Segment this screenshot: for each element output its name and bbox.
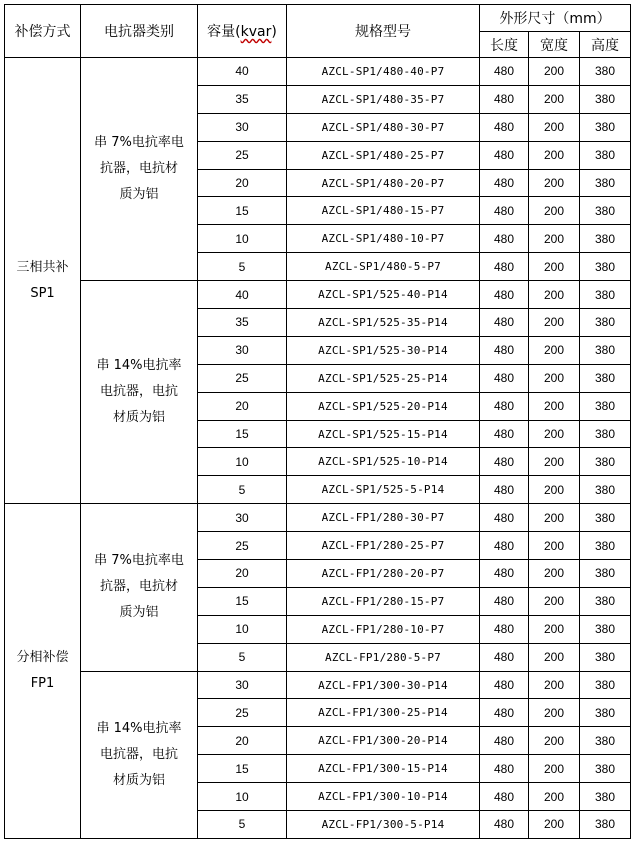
width-cell: 200 bbox=[529, 420, 580, 448]
reactor-type-line-3: 材质为铝 bbox=[112, 772, 165, 788]
height-cell: 380 bbox=[580, 587, 631, 615]
model-cell: AZCL-SP1/480-40-P7 bbox=[287, 58, 480, 86]
height-cell: 380 bbox=[580, 671, 631, 699]
length-cell: 480 bbox=[480, 85, 529, 113]
capacity-cell: 10 bbox=[198, 615, 287, 643]
mode-cell bbox=[5, 504, 81, 839]
width-cell: 200 bbox=[529, 169, 580, 197]
reactor-type-line-3: 质为铝 bbox=[119, 605, 159, 621]
height-cell: 380 bbox=[580, 504, 631, 532]
capacity-cell: 25 bbox=[198, 141, 287, 169]
model-cell: AZCL-FP1/280-15-P7 bbox=[287, 587, 480, 615]
height-cell: 380 bbox=[580, 811, 631, 839]
model-cell: AZCL-SP1/480-25-P7 bbox=[287, 141, 480, 169]
width-cell: 200 bbox=[529, 113, 580, 141]
height-cell: 380 bbox=[580, 309, 631, 337]
height-cell: 380 bbox=[580, 532, 631, 560]
width-cell: 200 bbox=[529, 560, 580, 588]
width-cell: 200 bbox=[529, 615, 580, 643]
length-cell: 480 bbox=[480, 141, 529, 169]
capacity-cell: 15 bbox=[198, 197, 287, 225]
width-cell: 200 bbox=[529, 532, 580, 560]
header-reactor-type: 电抗器类别 bbox=[81, 5, 198, 58]
mode-label-line-2: FP1 bbox=[30, 676, 55, 692]
height-cell: 380 bbox=[580, 420, 631, 448]
reactor-type-line-1: 串 7%电抗率电 bbox=[94, 553, 184, 569]
reactor-type-line-1: 串 14%电抗率 bbox=[96, 358, 182, 374]
reactor-type-line-2: 电抗器，电抗 bbox=[99, 384, 178, 400]
capacity-cell: 30 bbox=[198, 504, 287, 532]
width-cell: 200 bbox=[529, 727, 580, 755]
mode-cell bbox=[5, 58, 81, 504]
model-cell: AZCL-SP1/525-15-P14 bbox=[287, 420, 480, 448]
capacity-cell: 30 bbox=[198, 113, 287, 141]
length-cell: 480 bbox=[480, 392, 529, 420]
model-cell: AZCL-FP1/300-20-P14 bbox=[287, 727, 480, 755]
width-cell: 200 bbox=[529, 281, 580, 309]
reactor-type-line-1: 串 14%电抗率 bbox=[96, 720, 182, 736]
model-cell: AZCL-SP1/525-10-P14 bbox=[287, 448, 480, 476]
capacity-cell: 30 bbox=[198, 336, 287, 364]
reactor-type-cell bbox=[81, 504, 198, 671]
model-cell: AZCL-SP1/525-30-P14 bbox=[287, 336, 480, 364]
capacity-cell: 35 bbox=[198, 85, 287, 113]
width-cell: 200 bbox=[529, 364, 580, 392]
model-cell: AZCL-FP1/300-15-P14 bbox=[287, 755, 480, 783]
width-cell: 200 bbox=[529, 448, 580, 476]
height-cell: 380 bbox=[580, 727, 631, 755]
height-cell: 380 bbox=[580, 560, 631, 588]
capacity-cell: 5 bbox=[198, 253, 287, 281]
width-cell: 200 bbox=[529, 755, 580, 783]
table-row bbox=[5, 504, 631, 532]
length-cell: 480 bbox=[480, 727, 529, 755]
height-cell: 380 bbox=[580, 141, 631, 169]
model-cell: AZCL-SP1/480-5-P7 bbox=[287, 253, 480, 281]
length-cell: 480 bbox=[480, 811, 529, 839]
capacity-cell: 5 bbox=[198, 811, 287, 839]
model-cell: AZCL-FP1/300-5-P14 bbox=[287, 811, 480, 839]
reactor-type-cell bbox=[81, 671, 198, 838]
capacity-cell: 10 bbox=[198, 448, 287, 476]
reactor-type-line-3: 材质为铝 bbox=[112, 410, 165, 426]
width-cell: 200 bbox=[529, 309, 580, 337]
model-cell: AZCL-SP1/525-5-P14 bbox=[287, 476, 480, 504]
header-mode: 补偿方式 bbox=[5, 5, 81, 58]
height-cell: 380 bbox=[580, 699, 631, 727]
reactor-type-cell bbox=[81, 58, 198, 281]
length-cell: 480 bbox=[480, 420, 529, 448]
length-cell: 480 bbox=[480, 504, 529, 532]
width-cell: 200 bbox=[529, 671, 580, 699]
spec-page bbox=[4, 4, 630, 839]
header-capacity-suffix: ) bbox=[271, 24, 277, 40]
model-cell: AZCL-SP1/525-20-P14 bbox=[287, 392, 480, 420]
capacity-cell: 25 bbox=[198, 699, 287, 727]
model-cell: AZCL-FP1/280-30-P7 bbox=[287, 504, 480, 532]
width-cell: 200 bbox=[529, 336, 580, 364]
mode-label-line-2: SP1 bbox=[30, 285, 55, 301]
model-cell: AZCL-FP1/300-30-P14 bbox=[287, 671, 480, 699]
length-cell: 480 bbox=[480, 225, 529, 253]
capacity-cell: 15 bbox=[198, 755, 287, 783]
capacity-cell: 20 bbox=[198, 560, 287, 588]
width-cell: 200 bbox=[529, 587, 580, 615]
length-cell: 480 bbox=[480, 169, 529, 197]
model-cell: AZCL-SP1/525-35-P14 bbox=[287, 309, 480, 337]
header-dimensions: 外形尺寸（mm） bbox=[480, 5, 631, 32]
height-cell: 380 bbox=[580, 448, 631, 476]
length-cell: 480 bbox=[480, 783, 529, 811]
height-cell: 380 bbox=[580, 58, 631, 86]
length-cell: 480 bbox=[480, 197, 529, 225]
capacity-cell: 5 bbox=[198, 643, 287, 671]
height-cell: 380 bbox=[580, 113, 631, 141]
width-cell: 200 bbox=[529, 699, 580, 727]
length-cell: 480 bbox=[480, 615, 529, 643]
reactor-type-cell bbox=[81, 281, 198, 504]
height-cell: 380 bbox=[580, 225, 631, 253]
model-cell: AZCL-FP1/280-10-P7 bbox=[287, 615, 480, 643]
width-cell: 200 bbox=[529, 58, 580, 86]
capacity-cell: 10 bbox=[198, 783, 287, 811]
height-cell: 380 bbox=[580, 783, 631, 811]
header-model: 规格型号 bbox=[287, 5, 480, 58]
table-row bbox=[5, 281, 631, 309]
height-cell: 380 bbox=[580, 392, 631, 420]
capacity-cell: 35 bbox=[198, 309, 287, 337]
height-cell: 380 bbox=[580, 364, 631, 392]
length-cell: 480 bbox=[480, 253, 529, 281]
mode-label-line-1: 分相补偿 bbox=[16, 650, 69, 666]
length-cell: 480 bbox=[480, 309, 529, 337]
model-cell: AZCL-SP1/480-30-P7 bbox=[287, 113, 480, 141]
mode-label-line-1: 三相共补 bbox=[16, 259, 69, 275]
header-height: 高度 bbox=[580, 32, 631, 58]
height-cell: 380 bbox=[580, 643, 631, 671]
model-cell: AZCL-SP1/480-10-P7 bbox=[287, 225, 480, 253]
length-cell: 480 bbox=[480, 532, 529, 560]
model-cell: AZCL-SP1/480-15-P7 bbox=[287, 197, 480, 225]
table-row bbox=[5, 671, 631, 699]
width-cell: 200 bbox=[529, 392, 580, 420]
length-cell: 480 bbox=[480, 671, 529, 699]
reactor-type-line-2: 电抗器，电抗 bbox=[99, 746, 178, 762]
length-cell: 480 bbox=[480, 448, 529, 476]
model-cell: AZCL-FP1/280-25-P7 bbox=[287, 532, 480, 560]
length-cell: 480 bbox=[480, 587, 529, 615]
model-cell: AZCL-SP1/480-35-P7 bbox=[287, 85, 480, 113]
width-cell: 200 bbox=[529, 504, 580, 532]
length-cell: 480 bbox=[480, 476, 529, 504]
table-body bbox=[5, 58, 631, 839]
model-cell: AZCL-FP1/300-10-P14 bbox=[287, 783, 480, 811]
model-cell: AZCL-FP1/280-5-P7 bbox=[287, 643, 480, 671]
capacity-cell: 25 bbox=[198, 364, 287, 392]
length-cell: 480 bbox=[480, 113, 529, 141]
length-cell: 480 bbox=[480, 281, 529, 309]
capacity-cell: 15 bbox=[198, 420, 287, 448]
capacity-cell: 10 bbox=[198, 225, 287, 253]
width-cell: 200 bbox=[529, 197, 580, 225]
width-cell: 200 bbox=[529, 141, 580, 169]
reactor-type-line-1: 串 7%电抗率电 bbox=[94, 135, 184, 151]
length-cell: 480 bbox=[480, 643, 529, 671]
table-header bbox=[5, 5, 631, 58]
length-cell: 480 bbox=[480, 58, 529, 86]
width-cell: 200 bbox=[529, 811, 580, 839]
length-cell: 480 bbox=[480, 364, 529, 392]
header-width: 宽度 bbox=[529, 32, 580, 58]
header-capacity bbox=[198, 5, 287, 58]
width-cell: 200 bbox=[529, 85, 580, 113]
capacity-cell: 20 bbox=[198, 392, 287, 420]
capacity-cell: 15 bbox=[198, 587, 287, 615]
width-cell: 200 bbox=[529, 643, 580, 671]
height-cell: 380 bbox=[580, 755, 631, 783]
height-cell: 380 bbox=[580, 197, 631, 225]
model-cell: AZCL-FP1/280-20-P7 bbox=[287, 560, 480, 588]
width-cell: 200 bbox=[529, 225, 580, 253]
table-row bbox=[5, 58, 631, 86]
header-length: 长度 bbox=[480, 32, 529, 58]
capacity-cell: 20 bbox=[198, 169, 287, 197]
reactor-type-line-2: 抗器，电抗材 bbox=[99, 579, 178, 595]
model-cell: AZCL-SP1/525-25-P14 bbox=[287, 364, 480, 392]
length-cell: 480 bbox=[480, 560, 529, 588]
reactor-type-line-2: 抗器，电抗材 bbox=[99, 161, 178, 177]
length-cell: 480 bbox=[480, 336, 529, 364]
height-cell: 380 bbox=[580, 85, 631, 113]
height-cell: 380 bbox=[580, 169, 631, 197]
capacity-cell: 30 bbox=[198, 671, 287, 699]
height-cell: 380 bbox=[580, 253, 631, 281]
capacity-cell: 20 bbox=[198, 727, 287, 755]
width-cell: 200 bbox=[529, 476, 580, 504]
height-cell: 380 bbox=[580, 281, 631, 309]
length-cell: 480 bbox=[480, 699, 529, 727]
model-cell: AZCL-SP1/480-20-P7 bbox=[287, 169, 480, 197]
capacity-cell: 25 bbox=[198, 532, 287, 560]
capacity-cell: 40 bbox=[198, 58, 287, 86]
width-cell: 200 bbox=[529, 783, 580, 811]
header-capacity-unit: kvar bbox=[240, 24, 272, 40]
length-cell: 480 bbox=[480, 755, 529, 783]
reactor-type-line-3: 质为铝 bbox=[119, 187, 159, 203]
height-cell: 380 bbox=[580, 476, 631, 504]
height-cell: 380 bbox=[580, 615, 631, 643]
model-cell: AZCL-FP1/300-25-P14 bbox=[287, 699, 480, 727]
header-capacity-prefix: 容量( bbox=[207, 24, 241, 40]
reactor-spec-table bbox=[4, 4, 631, 839]
width-cell: 200 bbox=[529, 253, 580, 281]
capacity-cell: 5 bbox=[198, 476, 287, 504]
model-cell: AZCL-SP1/525-40-P14 bbox=[287, 281, 480, 309]
height-cell: 380 bbox=[580, 336, 631, 364]
capacity-cell: 40 bbox=[198, 281, 287, 309]
